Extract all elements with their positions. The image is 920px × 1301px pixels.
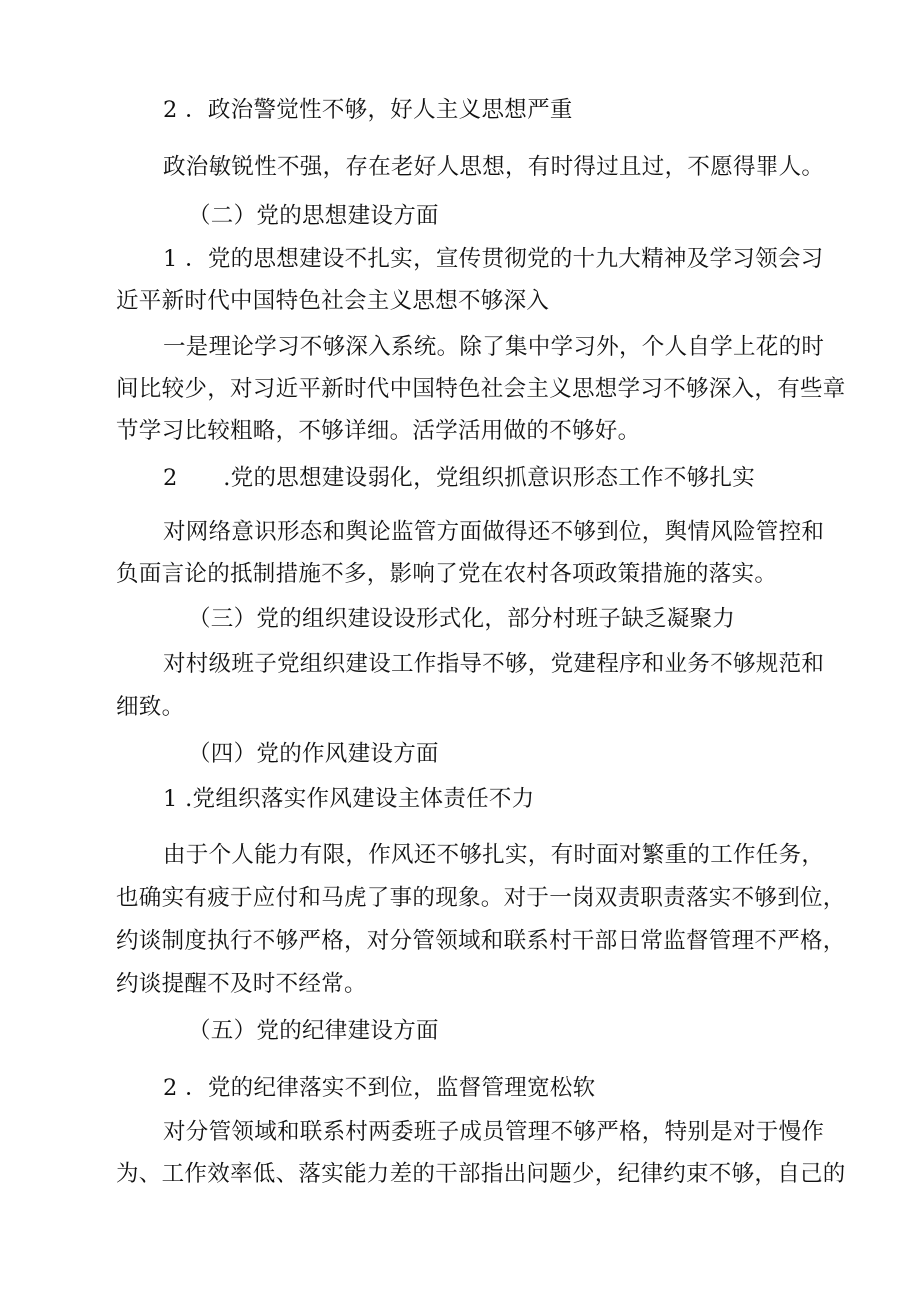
subsection-heading-continued: 近平新时代中国特色社会主义思想不够深入	[116, 288, 550, 314]
paragraph-line: 对网络意识形态和舆论监管方面做得还不够到位，舆情风险管控和	[163, 519, 825, 545]
paragraph-line: 节学习比较粗略，不够详细。活学活用做的不够好。	[116, 418, 641, 444]
paragraph-line: 一是理论学习不够深入系统。除了集中学习外，个人自学上花的时	[163, 334, 825, 360]
subsection-heading: 2 ．党的纪律落实不到位，监督管理宽松软	[163, 1075, 596, 1101]
paragraph-line: 负面言论的抵制措施不多，影响了党在农村各项政策措施的落实。	[116, 561, 778, 587]
paragraph-line: 对分管领域和联系村两委班子成员管理不够严格，特别是对于慢作	[163, 1119, 825, 1145]
paragraph-line: 约谈制度执行不够严格，对分管领域和联系村干部日常监督管理不严格，	[116, 928, 846, 954]
paragraph-line: 为、工作效率低、落实能力差的干部指出问题少，纪律约束不够，自己的	[116, 1161, 846, 1187]
paragraph-line: 政治敏锐性不强，存在老好人思想，有时得过且过，不愿得罪人。	[163, 154, 825, 180]
subsection-heading: 2 ．政治警觉性不够，好人主义思想严重	[163, 97, 573, 123]
subsection-heading: 1 .党组织落实作风建设主体责任不力	[163, 786, 535, 812]
paragraph-line: 由于个人能力有限，作风还不够扎实，有时面对繁重的工作任务，	[163, 842, 825, 868]
section-heading: （二）党的思想建设方面	[188, 203, 439, 229]
section-heading: （五）党的纪律建设方面	[188, 1018, 439, 1044]
subsection-heading: 2 .党的思想建设弱化，党组织抓意识形态工作不够扎实	[163, 465, 756, 491]
paragraph-line: 细致。	[116, 694, 185, 720]
paragraph-line: 也确实有疲于应付和马虎了事的现象。对于一岗双责职责落实不够到位，	[116, 885, 846, 911]
section-heading: （四）党的作风建设方面	[188, 741, 439, 767]
paragraph-line: 约谈提醒不及时不经常。	[116, 971, 367, 997]
paragraph-line: 对村级班子党组织建设工作指导不够，党建程序和业务不够规范和	[163, 651, 825, 677]
paragraph-line: 间比较少，对习近平新时代中国特色社会主义思想学习不够深入，有些章	[116, 376, 846, 402]
subsection-heading: 1 ．党的思想建设不扎实，宣传贯彻党的十九大精神及学习领会习	[163, 246, 824, 272]
section-heading: （三）党的组织建设设形式化，部分村班子缺乏凝聚力	[188, 606, 736, 632]
